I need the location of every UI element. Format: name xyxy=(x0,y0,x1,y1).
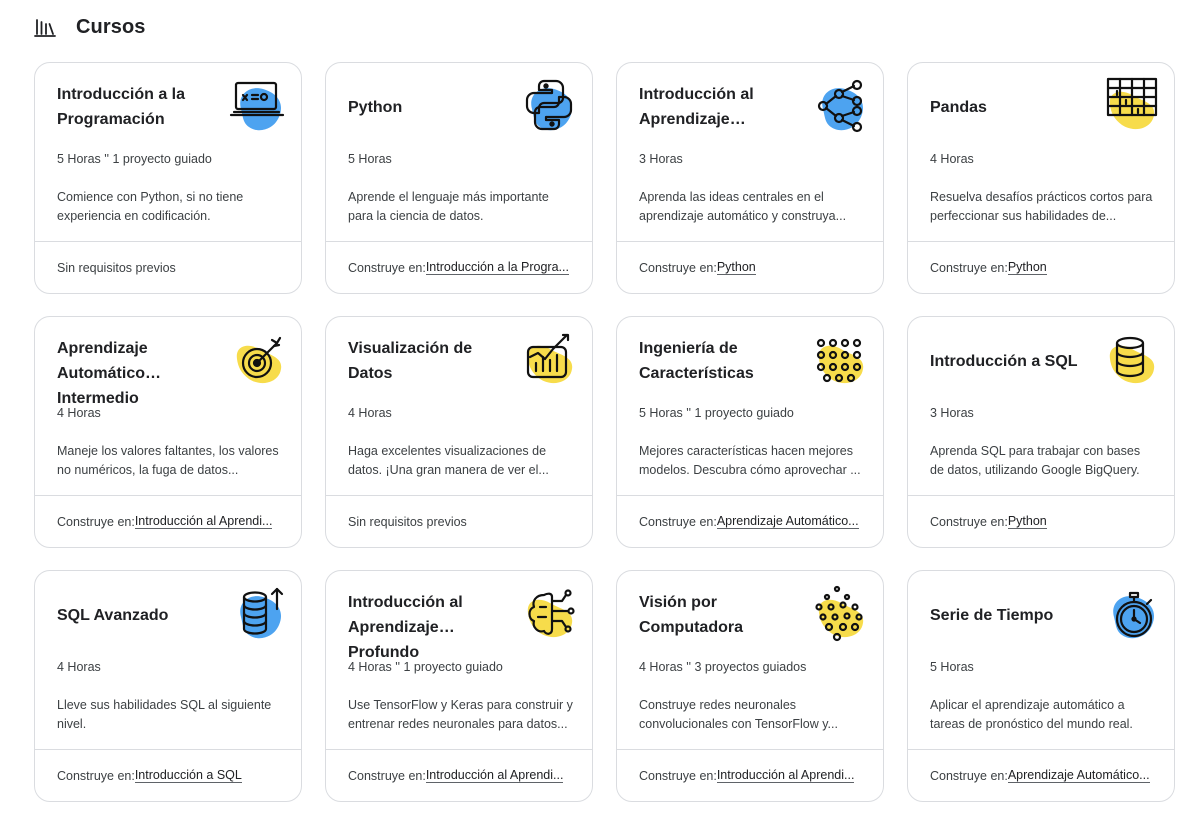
course-description: Mejores características hacen mejores modelos. Descubra cómo aprovechar ... xyxy=(639,444,861,477)
prerequisite-link[interactable]: Introducción al Aprendi... xyxy=(425,768,564,782)
target-icon xyxy=(227,329,289,391)
courses-icon xyxy=(34,16,56,38)
course-title: Visión por Computadora xyxy=(639,594,743,636)
prerequisite-link[interactable]: Python xyxy=(1007,514,1047,528)
prerequisite-link[interactable]: Introducción al Aprendi... xyxy=(134,514,273,528)
page-header xyxy=(34,12,146,42)
course-card-vision-por-computadora[interactable] xyxy=(616,570,884,802)
course-card-introduccion-al-aprendizaje[interactable] xyxy=(616,62,884,294)
course-prerequisites xyxy=(35,495,301,547)
python-logo-icon xyxy=(518,75,580,137)
course-card-pandas[interactable] xyxy=(907,62,1175,294)
dot-grid-icon xyxy=(809,329,871,391)
prerequisite-label: Construye en: xyxy=(57,768,135,783)
course-prerequisites xyxy=(617,241,883,293)
prerequisite-link[interactable]: Python xyxy=(716,260,756,274)
course-title: Introducción al Aprendizaje… xyxy=(639,86,754,128)
course-title: Pandas xyxy=(930,98,987,116)
course-duration: 5 Horas '' 1 proyecto guiado xyxy=(639,406,794,420)
table-grid-icon xyxy=(1100,75,1162,137)
prerequisite-label: Construye en: xyxy=(639,768,717,783)
prerequisite-label: Construye en: xyxy=(930,514,1008,529)
courses-grid xyxy=(34,62,1175,802)
course-prerequisites xyxy=(326,749,592,801)
prerequisite-label: Sin requisitos previos xyxy=(348,514,467,529)
course-card-python[interactable] xyxy=(325,62,593,294)
course-card-introduccion-a-sql[interactable] xyxy=(907,316,1175,548)
scattered-dots-icon xyxy=(809,583,871,645)
course-prerequisites xyxy=(617,749,883,801)
database-arrow-icon xyxy=(227,583,289,645)
course-title: Aprendizaje Automático Intermedio xyxy=(57,340,148,407)
course-prerequisites xyxy=(617,495,883,547)
database-icon xyxy=(1100,329,1162,391)
course-prerequisites xyxy=(35,241,301,293)
course-description: Use TensorFlow y Keras para construir y entrenar redes neuronales para datos... xyxy=(348,698,573,731)
course-title: Serie de Tiempo xyxy=(930,606,1054,624)
course-description: Aprenda SQL para trabajar con bases de datos, utilizando Google BigQuery. xyxy=(930,444,1141,477)
course-duration: 4 Horas '' 1 proyecto guiado xyxy=(348,660,503,674)
course-duration: 4 Horas xyxy=(57,660,101,674)
course-duration: 4 Horas '' 3 proyectos guiados xyxy=(639,660,807,674)
prerequisite-label: Construye en: xyxy=(639,514,717,529)
course-duration: 4 Horas xyxy=(348,406,392,420)
course-description: Aplicar el aprendizaje automático a tareas de pronóstico del mundo real. xyxy=(930,698,1133,731)
course-card-introduccion-a-la-programacion[interactable] xyxy=(34,62,302,294)
prerequisite-label: Construye en: xyxy=(930,768,1008,783)
prerequisite-link[interactable]: Introducción a SQL xyxy=(134,768,242,782)
course-prerequisites xyxy=(908,241,1174,293)
course-title: Introducción a SQL xyxy=(930,352,1078,370)
course-card-serie-de-tiempo[interactable] xyxy=(907,570,1175,802)
prerequisite-label: Construye en: xyxy=(57,514,135,529)
prerequisite-label: Sin requisitos previos xyxy=(57,260,176,275)
course-duration: 4 Horas xyxy=(930,152,974,166)
prerequisite-link[interactable]: Introducción a la Progra... xyxy=(425,260,569,274)
course-description: Construye redes neuronales convolucionales con TensorFlow y... xyxy=(639,698,838,731)
course-description: Maneje los valores faltantes, los valores no numéricos, la fuga de datos... xyxy=(57,444,279,477)
prerequisite-link[interactable]: Introducción al Aprendi... xyxy=(716,768,855,782)
course-title: Ingeniería de Características xyxy=(639,340,754,382)
course-prerequisites xyxy=(326,241,592,293)
course-duration: 4 Horas xyxy=(57,406,101,420)
course-title: Introducción al Aprendizaje Profundo xyxy=(348,594,463,661)
course-prerequisites xyxy=(326,495,592,547)
course-duration: 5 Horas xyxy=(348,152,392,166)
course-card-ingenieria-de-caracteristicas[interactable] xyxy=(616,316,884,548)
prerequisite-link[interactable]: Python xyxy=(1007,260,1047,274)
course-duration: 5 Horas '' 1 proyecto guiado xyxy=(57,152,212,166)
course-description: Aprenda las ideas centrales en el aprendizaje automático y construya... xyxy=(639,190,847,223)
course-prerequisites xyxy=(35,749,301,801)
laptop-code-icon xyxy=(227,75,289,137)
course-duration: 3 Horas xyxy=(639,152,683,166)
prerequisite-link[interactable]: Aprendizaje Automático... xyxy=(716,514,859,528)
course-description: Comience con Python, si no tiene experiencia en codificación. xyxy=(57,190,244,223)
course-prerequisites xyxy=(908,495,1174,547)
course-card-aprendizaje-automatico-intermedio[interactable] xyxy=(34,316,302,548)
course-title: Visualización de Datos xyxy=(348,340,473,382)
course-duration: 5 Horas xyxy=(930,660,974,674)
prerequisite-label: Construye en: xyxy=(348,260,426,275)
course-title: SQL Avanzado xyxy=(57,606,169,624)
prerequisite-label: Construye en: xyxy=(348,768,426,783)
course-description: Aprende el lenguaje más importante para la ciencia de datos. xyxy=(348,190,549,223)
brain-circuit-icon xyxy=(518,583,580,645)
decision-tree-icon xyxy=(809,75,871,137)
course-title: Introducción a la Programación xyxy=(57,86,186,128)
course-card-introduccion-al-aprendizaje-profundo[interactable] xyxy=(325,570,593,802)
course-card-visualizacion-de-datos[interactable] xyxy=(325,316,593,548)
course-description: Resuelva desafíos prácticos cortos para perfeccionar sus habilidades de... xyxy=(930,190,1153,223)
course-duration: 3 Horas xyxy=(930,406,974,420)
stopwatch-icon xyxy=(1100,583,1162,645)
course-description: Haga excelentes visualizaciones de datos. ¡Una gran manera de ver el... xyxy=(348,444,549,477)
course-card-sql-avanzado[interactable] xyxy=(34,570,302,802)
prerequisite-link[interactable]: Aprendizaje Automático... xyxy=(1007,768,1150,782)
page-title: Cursos xyxy=(76,15,146,38)
prerequisite-label: Construye en: xyxy=(639,260,717,275)
course-title: Python xyxy=(348,98,403,116)
chart-icon xyxy=(518,329,580,391)
course-description: Lleve sus habilidades SQL al siguiente nivel. xyxy=(57,698,272,731)
course-prerequisites xyxy=(908,749,1174,801)
prerequisite-label: Construye en: xyxy=(930,260,1008,275)
